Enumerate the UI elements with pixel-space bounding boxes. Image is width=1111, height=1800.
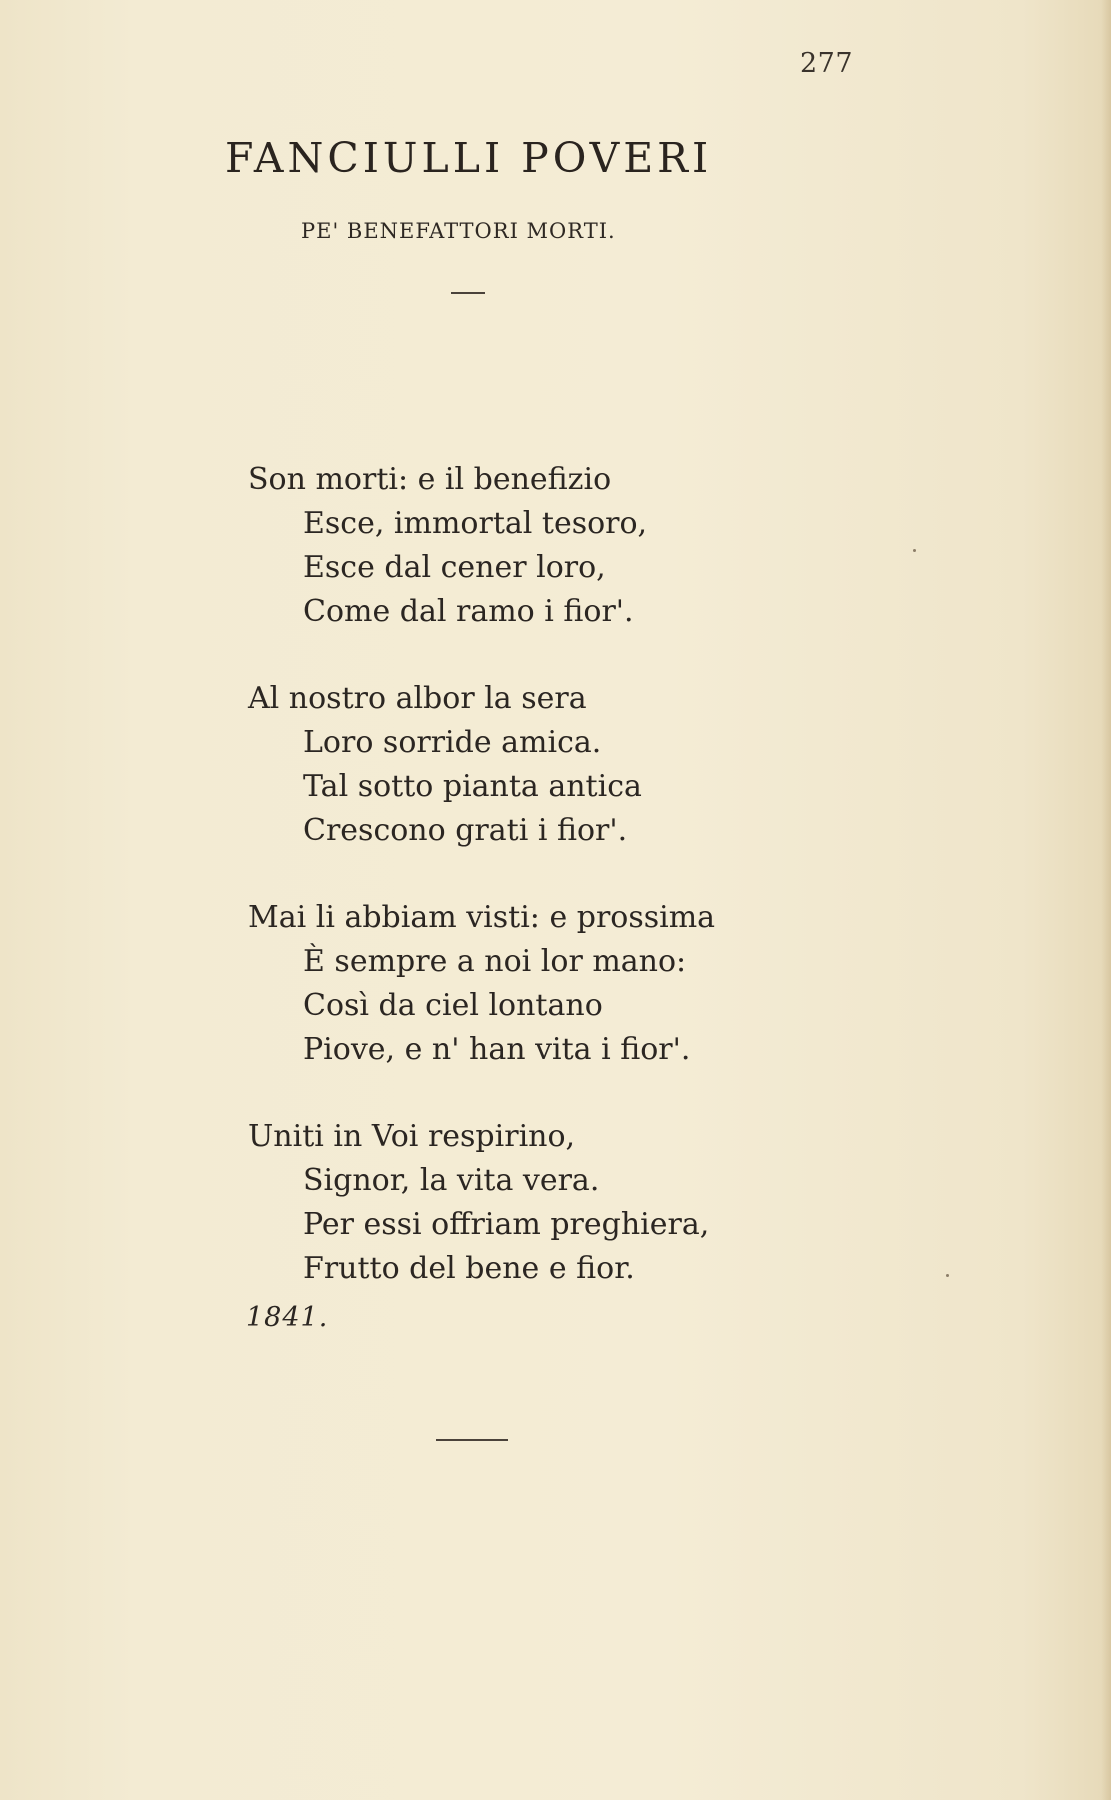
poem-body (248, 458, 808, 1334)
stanza-2 (248, 677, 808, 853)
paper-speck (946, 1274, 949, 1277)
verse-line: Esce dal cener loro, (303, 550, 606, 585)
verse-line: Uniti in Voi respirino, (248, 1119, 576, 1154)
verse-line: È sempre a noi lor mano: (303, 944, 687, 979)
verse-line: Son morti: e il benefizio (248, 462, 612, 497)
verse-line: Esce, immortal tesoro, (303, 506, 648, 541)
stanza-3 (248, 896, 808, 1072)
stanza-1 (248, 458, 808, 634)
page-edge-shadow (1101, 0, 1111, 1800)
poem-title: FANCIULLI POVERI (225, 134, 713, 182)
verse-line: Frutto del bene e fior. (303, 1251, 635, 1286)
verse-line: Piove, e n' han vita i fior'. (303, 1032, 691, 1067)
verse-line: Così da ciel lontano (303, 988, 603, 1023)
stanza-4 (248, 1115, 808, 1291)
verse-line: Signor, la vita vera. (303, 1163, 600, 1198)
verse-line: Come dal ramo i fior'. (303, 594, 634, 629)
verse-line: Al nostro albor la sera (248, 681, 587, 716)
verse-line: Crescono grati i fior'. (303, 813, 628, 848)
poem-date: 1841. (246, 1302, 329, 1333)
paper-speck (913, 549, 916, 552)
end-divider (436, 1439, 508, 1441)
verse-line: Loro sorride amica. (303, 725, 602, 760)
verse-line: Per essi offriam preghiera, (303, 1207, 710, 1242)
verse-line: Tal sotto pianta antica (303, 769, 642, 804)
poem-subtitle: PE' BENEFATTORI MORTI. (301, 219, 616, 243)
verse-line: Mai li abbiam visti: e prossima (248, 900, 716, 935)
page-number: 277 (800, 48, 854, 79)
title-divider (451, 292, 485, 294)
